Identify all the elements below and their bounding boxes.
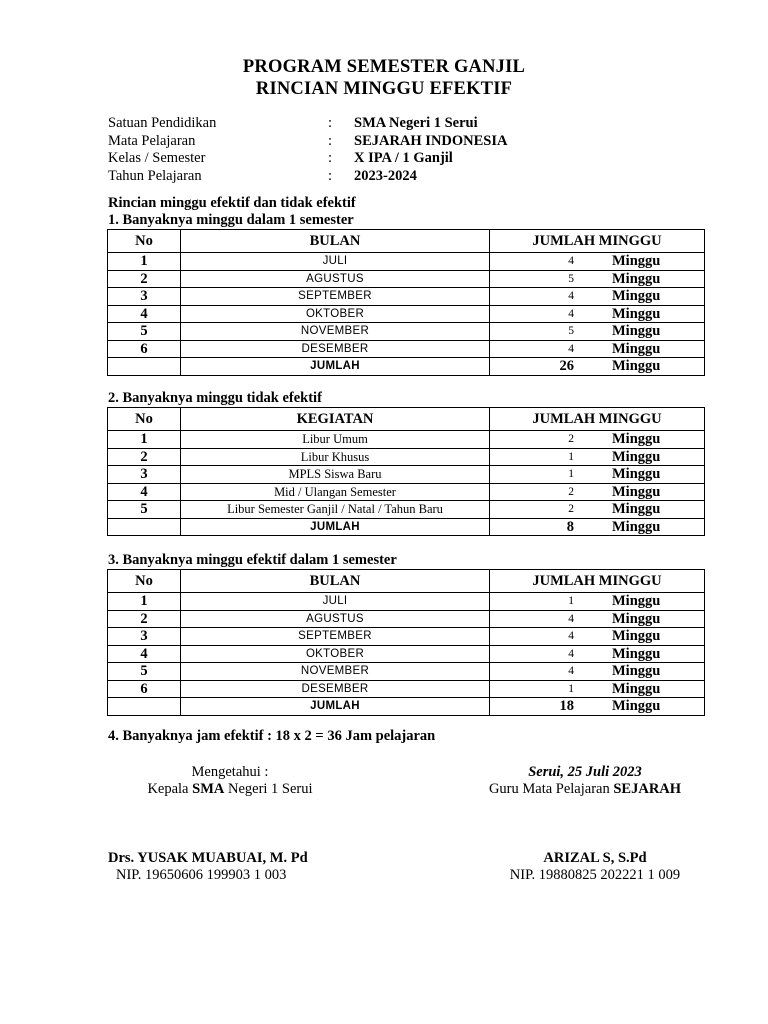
week-unit: Minggu (612, 645, 661, 662)
week-unit: Minggu (612, 288, 661, 305)
meta-colon: : (328, 115, 333, 131)
row-week-count (490, 680, 705, 698)
table-weeks-per-month (107, 229, 705, 376)
total-label: JUMLAH (181, 358, 490, 376)
row-month: OKTOBER (181, 645, 490, 663)
total-label: JUMLAH (181, 518, 490, 536)
week-unit: Minggu (612, 501, 661, 518)
total-week-count (490, 518, 705, 536)
header-month: BULAN (181, 230, 490, 253)
row-week-count (490, 610, 705, 628)
table-row (108, 270, 705, 288)
table-header-row (108, 570, 705, 593)
row-no: 6 (108, 340, 181, 358)
row-month: NOVEMBER (181, 323, 490, 341)
meta-value: 2023-2024 (354, 167, 417, 184)
row-week-count (490, 466, 705, 484)
row-no: 4 (108, 483, 181, 501)
week-number: 2 (568, 433, 574, 446)
table-header-row (108, 230, 705, 253)
principal-name-block (108, 850, 352, 884)
row-week-count (490, 323, 705, 341)
meta-colon: : (328, 167, 333, 184)
teacher-nip: NIP. 19880825 202221 1 009 (509, 867, 681, 883)
document-subtitle: RINCIAN MINGGU EFEKTIF (255, 79, 513, 99)
meta-label: Mata Pelajaran (108, 132, 196, 149)
week-unit: Minggu (612, 518, 661, 535)
week-unit: Minggu (612, 253, 661, 270)
teacher-title-pre: Guru Mata Pelajaran (488, 781, 614, 797)
principal-title (108, 781, 352, 798)
row-month: JULI (181, 253, 490, 271)
table-total-row (108, 698, 705, 716)
week-unit: Minggu (612, 466, 661, 483)
header-week-count: JUMLAH MINGGU (490, 570, 705, 593)
table-row (108, 610, 705, 628)
week-unit: Minggu (612, 628, 661, 645)
table-row (108, 340, 705, 358)
meta-colon: : (328, 132, 333, 149)
table-row (108, 628, 705, 646)
row-week-count (490, 483, 705, 501)
meta-label: Satuan Pendidikan (108, 115, 217, 131)
principal-title-school: SMA (192, 781, 225, 797)
week-unit: Minggu (612, 593, 661, 610)
row-week-count (490, 628, 705, 646)
row-no: 2 (108, 270, 181, 288)
week-number: 4 (568, 342, 574, 355)
week-unit: Minggu (612, 340, 661, 357)
meta-label: Tahun Pelajaran (108, 167, 202, 184)
teacher-title (460, 781, 710, 798)
table-row (108, 288, 705, 306)
week-unit: Minggu (612, 270, 661, 287)
row-week-count (490, 593, 705, 611)
header-no: No (108, 408, 181, 431)
table-row (108, 593, 705, 611)
row-week-count (490, 305, 705, 323)
total-number: 8 (566, 518, 574, 535)
row-month: OKTOBER (181, 305, 490, 323)
row-no: 6 (108, 680, 181, 698)
meta-row-school (108, 115, 668, 133)
row-no: 1 (108, 593, 181, 611)
total-week-count (490, 698, 705, 716)
total-week-count (490, 358, 705, 376)
week-unit: Minggu (612, 448, 661, 465)
row-month: NOVEMBER (181, 663, 490, 681)
table-row (108, 483, 705, 501)
principal-nip: NIP. 19650606 199903 1 003 (116, 867, 287, 883)
table-row (108, 431, 705, 449)
week-unit: Minggu (612, 358, 661, 375)
table-row (108, 253, 705, 271)
row-week-count (490, 663, 705, 681)
row-no: 2 (108, 610, 181, 628)
week-unit: Minggu (612, 698, 661, 715)
week-number: 2 (568, 503, 574, 516)
total-label: JUMLAH (181, 698, 490, 716)
row-week-count (490, 645, 705, 663)
table-row (108, 323, 705, 341)
identity-block (108, 115, 668, 185)
week-unit: Minggu (612, 431, 661, 448)
row-month: SEPTEMBER (181, 288, 490, 306)
row-week-count (490, 340, 705, 358)
row-no: 2 (108, 448, 181, 466)
row-week-count (490, 288, 705, 306)
row-no: 1 (108, 253, 181, 271)
row-week-count (490, 448, 705, 466)
principal-title-pre: Kepala (147, 781, 193, 797)
row-month: JULI (181, 593, 490, 611)
document-title: PROGRAM SEMESTER GANJIL (242, 57, 526, 77)
table-total-row (108, 518, 705, 536)
row-activity: Libur Khusus (181, 448, 490, 466)
week-number: 4 (568, 630, 574, 643)
teacher-name-block (472, 850, 718, 884)
meta-label: Kelas / Semester (108, 150, 206, 166)
total-no-cell (108, 518, 181, 536)
row-week-count (490, 501, 705, 519)
row-no: 3 (108, 628, 181, 646)
header-week-count: JUMLAH MINGGU (490, 230, 705, 253)
meta-row-class (108, 150, 668, 168)
week-number: 4 (568, 665, 574, 678)
table-total-row (108, 358, 705, 376)
row-activity: Libur Semester Ganjil / Natal / Tahun Baru (181, 501, 490, 519)
row-no: 4 (108, 305, 181, 323)
week-number: 4 (568, 290, 574, 303)
week-unit: Minggu (612, 610, 661, 627)
table-row (108, 645, 705, 663)
row-no: 1 (108, 431, 181, 449)
principal-name: Drs. YUSAK MUABUAI, M. Pd (108, 850, 308, 866)
total-no-cell (108, 358, 181, 376)
week-number: 5 (568, 272, 574, 285)
header-month: BULAN (181, 570, 490, 593)
week-number: 1 (568, 450, 574, 463)
week-unit: Minggu (612, 680, 661, 697)
meta-row-year (108, 168, 668, 186)
section-4-effective-hours: 4. Banyaknya jam efektif : 18 x 2 = 36 Jam pelajaran (108, 728, 436, 744)
row-activity: Mid / Ulangan Semester (181, 483, 490, 501)
row-month: DESEMBER (181, 340, 490, 358)
week-number: 2 (568, 485, 574, 498)
table-effective-weeks (107, 569, 705, 716)
week-number: 1 (568, 468, 574, 481)
header-activity: KEGIATAN (181, 408, 490, 431)
row-week-count (490, 270, 705, 288)
teacher-title-subject: SEJARAH (613, 781, 682, 797)
week-unit: Minggu (612, 483, 661, 500)
right-signature-block (460, 764, 710, 798)
meta-row-subject (108, 133, 668, 151)
row-month: SEPTEMBER (181, 628, 490, 646)
week-unit: Minggu (612, 663, 661, 680)
table-row (108, 663, 705, 681)
row-month: AGUSTUS (181, 610, 490, 628)
table-row (108, 466, 705, 484)
week-unit: Minggu (612, 305, 661, 322)
section-3-heading: 3. Banyaknya minggu efektif dalam 1 semester (108, 552, 397, 568)
meta-value: SEJARAH INDONESIA (354, 132, 508, 149)
table-row (108, 448, 705, 466)
week-number: 4 (568, 255, 574, 268)
row-no: 5 (108, 663, 181, 681)
week-number: 1 (568, 682, 574, 695)
row-no: 5 (108, 501, 181, 519)
row-no: 4 (108, 645, 181, 663)
row-month: AGUSTUS (181, 270, 490, 288)
row-activity: MPLS Siswa Baru (181, 466, 490, 484)
week-number: 4 (568, 647, 574, 660)
table-non-effective-weeks (107, 407, 705, 536)
header-no: No (108, 570, 181, 593)
meta-value: SMA Negeri 1 Serui (354, 115, 478, 131)
left-signature-block (108, 764, 352, 798)
table-row (108, 501, 705, 519)
row-week-count (490, 253, 705, 271)
row-no: 3 (108, 466, 181, 484)
meta-value: X IPA / 1 Ganjil (354, 150, 453, 166)
week-number: 1 (568, 595, 574, 608)
table-row (108, 305, 705, 323)
section-2-heading: 2. Banyaknya minggu tidak efektif (108, 390, 322, 406)
week-unit: Minggu (612, 323, 661, 340)
section-1-heading: 1. Banyaknya minggu dalam 1 semester (108, 212, 354, 228)
principal-title-post: Negeri 1 Serui (224, 781, 313, 797)
row-no: 3 (108, 288, 181, 306)
total-number: 18 (559, 698, 574, 715)
table-header-row (108, 408, 705, 431)
row-month: DESEMBER (181, 680, 490, 698)
total-number: 26 (559, 358, 574, 375)
row-no: 5 (108, 323, 181, 341)
place-date: Serui, 25 Juli 2023 (528, 764, 642, 780)
week-number: 4 (568, 612, 574, 625)
week-number: 5 (568, 325, 574, 338)
row-week-count (490, 431, 705, 449)
total-no-cell (108, 698, 181, 716)
teacher-name: ARIZAL S, S.Pd (543, 850, 647, 866)
meta-colon: : (328, 150, 333, 166)
header-week-count: JUMLAH MINGGU (490, 408, 705, 431)
table-row (108, 680, 705, 698)
acknowledged-label: Mengetahui : (191, 764, 269, 780)
intro-heading: Rincian minggu efektif dan tidak efektif (108, 195, 356, 211)
row-activity: Libur Umum (181, 431, 490, 449)
week-number: 4 (568, 307, 574, 320)
header-no: No (108, 230, 181, 253)
